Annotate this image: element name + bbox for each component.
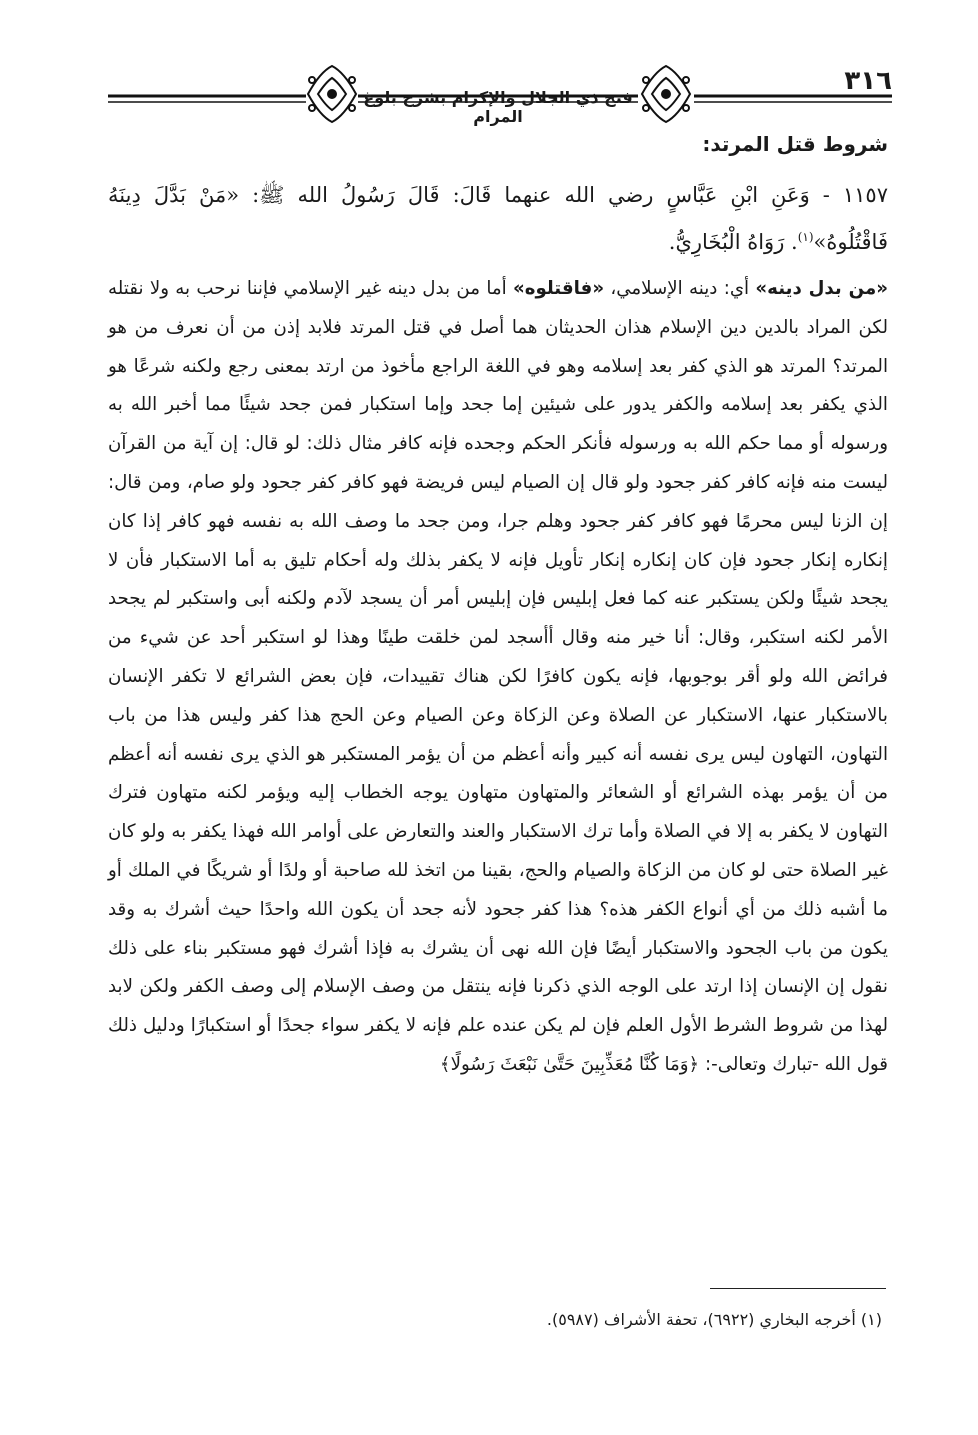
commentary-segment: أما من بدل دينه غير الإسلامي فإننا نرحب به ولا نقتله لكن المراد بالدين دين الإسلام هذان الحديثان هما أصل في قتل المرتد فلابد إذن من أن نعرف من هو المرتد؟ المرتد هو الذي كفر بعد إسلامه وهو في اللغة الراجع مأخوذ من ارتد بمعنى رجع ولكنه شرعًا هو الذي يكفر بعد إسلامه والكفر يدور على شيئين إما جحد وإما استكبار فمن جحد شيئًا مما أخبر الله به ورسوله أو مما حكم الله به ورسوله فأنكر الحكم وجحده فإنه كافر مثال ذلك: لو قال: إن آية من القرآن ليست منه فإنه كافر كفر جحود ولو قال إن الصيام ليس فريضة فهو كافر كفر جحود ولو صام، ومن قال: إن الزنا ليس محرمًا فهو كافر كفر جحود وهلم جرا، ومن جحد ما وصف الله به نفسه فهو كافر إذا كان إنكاره إنكار جحود فإن كان إنكاره إنكار تأويل فإنه لا يكفر بذلك وله أحكام تليق به أما الاستكبار فأن لا يجحد شيئًا ولكن يستكبر عنه كما فعل إبليس فإن إبليس أمر أن يسجد لآدم ولكنه أبى واستكبر لم يجحد الأمر لكنه استكبر، وقال: أنا خير منه وقال أأسجد لمن خلقت طينًا وهذا لو استكبر أحد عن شيء من فرائض الله ولو أقر بوجوبها، فإنه يكون كافرًا لكن هناك تقييدات، فإن بعض الشرائع لا تكفر الإنسان بالاستكبار عنها، الاستكبار عن الصلاة وعن الزكاة وعن الصيام وعن الحج هذا كفر وليس هذا من باب التهاون، التهاون ليس يرى نفسه أنه كبير وأنه أعظم من أن يؤمر المستكبر هو الذي يرى نفسه أنه أعظم من أن يؤمر بهذه الشرائع أو الشعائر والمتهاون متهاون يوجه الخطاب إليه ويؤمر لكنه متهاون فترك التهاون لا يكفر به إلا في الصلاة وأما ترك الاستكبار والعند والتعارض على أوامر الله فهذا يكفر به ولو كان غير الصلاة حتى لو كان من الزكاة والصيام والحج، بقينا من اتخذ لله صاحبة أو ولدًا أو شريكًا في الملك أو ما أشبه ذلك من أي أنواع الكفر هذه؟ هذا كفر جحود لأنه جحد أن يكون الله واحدًا حيث أشرك به وقد يكون من باب الجحود والاستكبار أيضًا فإن الله نهى أن يشرك به فإذا أشرك فهو مستكبر بناء على ذلك نقول إن الإنسان إذا ارتد على الوجه الذي ذكرنا فإنه ينتقل من وصف الإسلام إلى وصف الكفر ولكن لابد لهذا من شروط الشرط الأول العلم فإن لم يكن عنده علم فإنه لا يكفر سواء جحدًا أو استكبارًا ودليل ذلك قول الله -تبارك وتعالى-:	[108, 278, 888, 1075]
page-number: ٣١٦	[844, 66, 892, 96]
hadith-text	[108, 174, 888, 263]
footnote: (١) أخرجه البخاري (٦٩٢٢)، تحفة الأشراف (٥٩٨٧).	[546, 1310, 882, 1329]
commentary-segment: أي: دينه الإسلامي،	[604, 278, 756, 299]
page-header	[108, 58, 892, 128]
hadith-source: . رَوَاهُ الْبُخَارِيُّ.	[668, 230, 798, 254]
bold-phrase: «فاقتلوه»	[512, 278, 605, 299]
bold-phrase: «من بدل دينه»	[755, 278, 888, 299]
footnote-divider	[710, 1288, 886, 1289]
quran-verse: ﴿وَمَا كُنَّا مُعَذِّبِينَ حَتَّىٰ نَبْعَثَ رَسُولًا﴾	[439, 1053, 700, 1075]
hadith-body: - وَعَنِ ابْنِ عَبَّاسٍ رضي الله عنهما قَالَ: قَالَ رَسُولُ الله ﷺ: «مَنْ بَدَّلَ دِينَهُ فَاقْتُلُوهُ»	[108, 183, 888, 254]
section-heading: شروط قتل المرتد:	[702, 132, 888, 156]
hadith-number: ١١٥٧	[842, 183, 888, 207]
book-title: فتح ذي الجلال والإكرام بشرح بلوغ المرام	[363, 88, 633, 126]
commentary-text	[108, 270, 888, 1085]
footnote-ref[interactable]: (١)	[797, 230, 814, 244]
